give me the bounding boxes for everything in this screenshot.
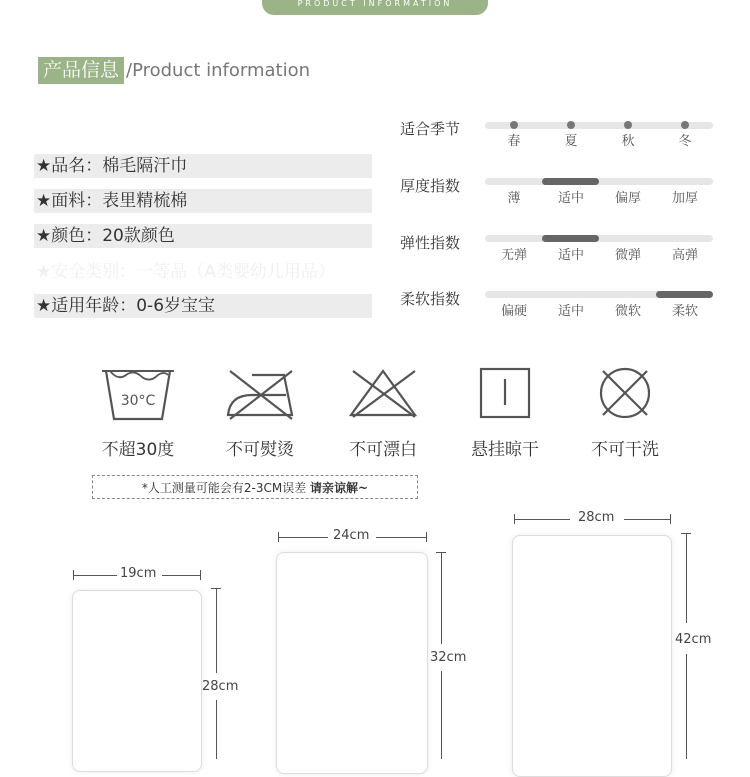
width-line-left — [278, 537, 328, 538]
height-cap — [436, 552, 446, 553]
height-line-top — [216, 588, 217, 673]
info-row-color: ★颜色：20款颜色 — [34, 224, 372, 248]
section-title-en: /Product information — [126, 60, 311, 81]
size2-height: 32cm — [430, 650, 467, 665]
section-title-cn: 产品信息 — [38, 57, 124, 84]
size3-width: 28cm — [578, 510, 615, 525]
product-information-banner: PRODUCT INFORMATION — [262, 0, 488, 15]
tick-winter: 冬 — [678, 134, 692, 149]
width-line-left — [73, 575, 117, 576]
info-row-fabric: ★面料：表里精梳棉 — [34, 189, 372, 213]
tick-extra-thick: 加厚 — [671, 191, 698, 206]
tick-moderate: 适中 — [557, 304, 584, 319]
info-row-age: ★适用年龄：0-6岁宝宝 — [34, 294, 372, 318]
care-label-hang: 悬挂晾干 — [471, 440, 539, 460]
height-line-bottom — [441, 671, 442, 759]
scale-label-thickness: 厚度指数 — [400, 177, 461, 195]
note-bold: 请亲谅解~ — [310, 481, 369, 495]
tick-autumn: 秋 — [621, 134, 635, 149]
width-cap — [426, 532, 427, 542]
height-line-bottom — [686, 654, 687, 759]
height-cap — [211, 588, 221, 589]
height-line-bottom — [216, 700, 217, 759]
scale-label-softness: 柔软指数 — [400, 290, 461, 308]
width-line-right — [624, 519, 670, 520]
care-label-iron: 不可熨烫 — [226, 440, 294, 460]
season-dot — [567, 121, 575, 129]
thickness-track — [485, 178, 713, 185]
tick-moderate: 适中 — [557, 248, 584, 263]
tick-high-stretch: 高弹 — [671, 248, 698, 263]
size1-height: 28cm — [202, 679, 239, 694]
softness-track — [485, 291, 713, 298]
tick-spring: 春 — [507, 134, 521, 149]
elasticity-track — [485, 235, 713, 242]
softness-selected — [656, 291, 713, 298]
thickness-selected — [542, 178, 599, 185]
tick-thin: 薄 — [507, 191, 521, 206]
info-row-safety: ★安全类别：一等品（A类婴幼儿用品） — [36, 262, 335, 282]
care-label-dry-clean: 不可干洗 — [591, 440, 659, 460]
towel-small — [72, 590, 202, 772]
towel-large — [512, 535, 672, 777]
info-row-name: ★品名：棉毛隔汗巾 — [34, 154, 372, 178]
care-no-bleach — [333, 365, 433, 460]
section-title — [38, 57, 310, 84]
width-cap — [670, 514, 671, 524]
note-text: *人工测量可能会有2-3CM误差 — [141, 481, 311, 495]
tick-summer: 夏 — [564, 134, 578, 149]
care-label-wash: 不超30度 — [101, 440, 175, 460]
height-line-top — [686, 533, 687, 623]
season-dot — [681, 121, 689, 129]
care-hang-dry — [455, 365, 555, 460]
measurement-note — [92, 475, 418, 499]
hang-dry-icon — [467, 365, 543, 423]
towel-medium — [276, 552, 428, 774]
width-line-right — [162, 575, 200, 576]
care-label-bleach: 不可漂白 — [349, 440, 417, 460]
size2-width: 24cm — [333, 528, 370, 543]
season-track — [485, 122, 713, 129]
elasticity-selected — [542, 235, 599, 242]
care-no-dry-clean — [575, 365, 675, 460]
no-dry-clean-icon — [587, 365, 663, 423]
no-iron-icon — [222, 365, 298, 423]
height-cap — [681, 533, 691, 534]
care-wash-30 — [88, 365, 188, 460]
width-cap — [278, 532, 279, 542]
tick-no-stretch: 无弹 — [500, 248, 527, 263]
scale-label-season: 适合季节 — [400, 120, 461, 138]
tick-moderate: 适中 — [557, 191, 584, 206]
scale-label-elasticity: 弹性指数 — [400, 234, 461, 252]
wash-30-icon — [100, 365, 176, 423]
season-dot — [510, 121, 518, 129]
size3-height: 42cm — [675, 632, 712, 647]
height-line-top — [441, 552, 442, 644]
care-no-iron — [210, 365, 310, 460]
width-line-left — [514, 519, 570, 520]
tick-slightly-soft: 微软 — [614, 304, 641, 319]
width-cap — [200, 570, 201, 580]
tick-thick: 偏厚 — [614, 191, 641, 206]
season-dot — [624, 121, 632, 129]
tick-slight-stretch: 微弹 — [614, 248, 641, 263]
width-cap — [73, 570, 74, 580]
width-line-right — [376, 537, 426, 538]
tick-hard: 偏硬 — [500, 304, 527, 319]
no-bleach-icon — [345, 365, 421, 423]
width-cap — [514, 514, 515, 524]
wash-temp: 30°C — [120, 393, 156, 409]
size1-width: 19cm — [120, 566, 157, 581]
tick-soft: 柔软 — [671, 304, 698, 319]
